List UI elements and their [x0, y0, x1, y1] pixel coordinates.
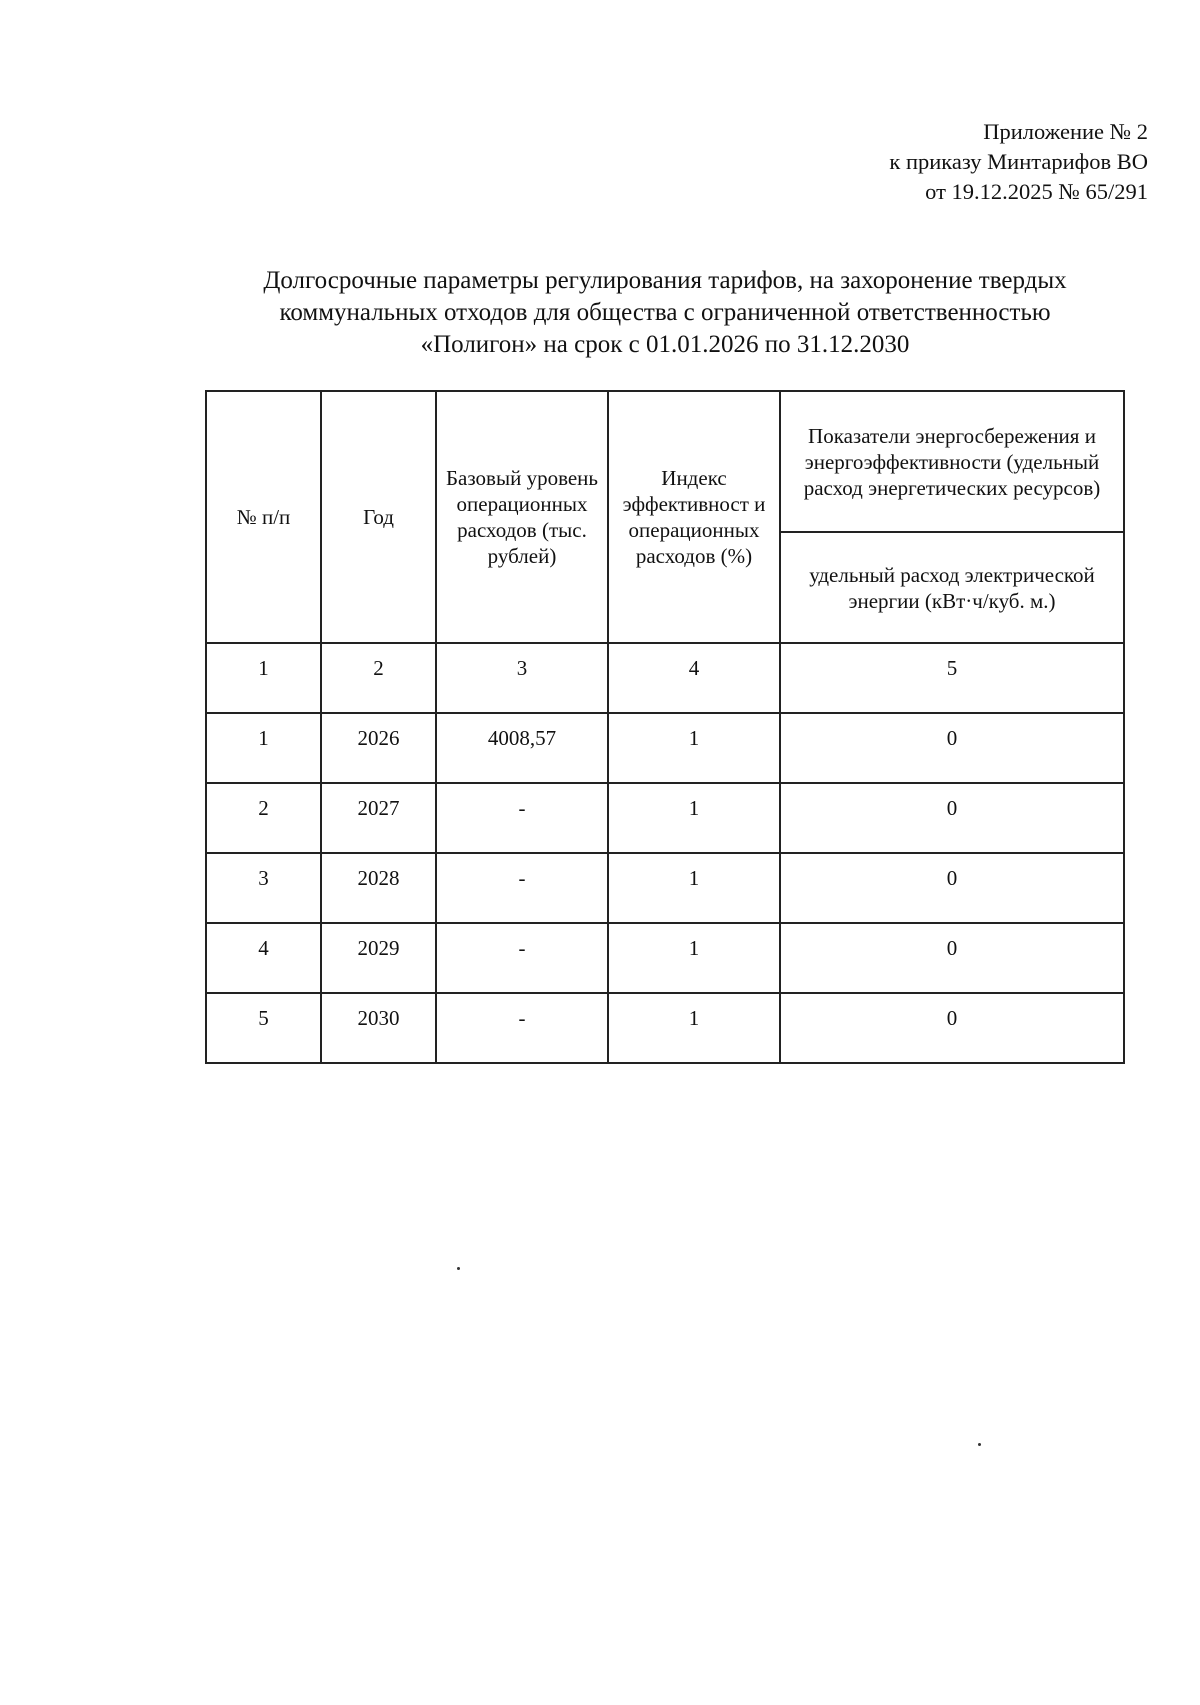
table-row	[206, 853, 1124, 923]
table-row	[206, 783, 1124, 853]
cell-energy: 0	[780, 713, 1124, 783]
column-number: 1	[206, 643, 321, 713]
cell-num: 2	[206, 783, 321, 853]
cell-index: 1	[608, 993, 780, 1063]
table-row	[206, 923, 1124, 993]
title-line-1: Долгосрочные параметры регулирования тарифов, на захоронение твердых	[263, 267, 1067, 294]
table-row	[206, 993, 1124, 1063]
cell-year: 2026	[321, 713, 436, 783]
cell-base-cost: -	[436, 783, 608, 853]
document-title	[170, 265, 1160, 361]
cell-base-cost: -	[436, 993, 608, 1063]
header-num: № п/п	[206, 391, 321, 643]
cell-energy: 0	[780, 783, 1124, 853]
header-base-cost: Базовый уровень операционных расходов (тыс. рублей)	[436, 391, 608, 643]
header-energy-group: Показатели энергосбережения и энергоэффективности (удельный расход энергетических ресурсов)	[780, 391, 1124, 532]
cell-year: 2030	[321, 993, 436, 1063]
cell-year: 2028	[321, 853, 436, 923]
cell-energy: 0	[780, 923, 1124, 993]
column-number: 3	[436, 643, 608, 713]
scan-speck	[457, 1267, 460, 1270]
column-number: 4	[608, 643, 780, 713]
cell-num: 5	[206, 993, 321, 1063]
regulation-parameters-table	[205, 390, 1125, 1064]
cell-year: 2029	[321, 923, 436, 993]
cell-num: 4	[206, 923, 321, 993]
cell-index: 1	[608, 783, 780, 853]
column-number: 5	[780, 643, 1124, 713]
column-numbers-row	[206, 643, 1124, 713]
cell-energy: 0	[780, 993, 1124, 1063]
cell-num: 3	[206, 853, 321, 923]
appendix-line-date: от 19.12.2025 № 65/291	[925, 179, 1148, 204]
cell-base-cost: -	[436, 853, 608, 923]
table-header-row	[206, 391, 1124, 532]
cell-index: 1	[608, 853, 780, 923]
header-efficiency-index: Индекс эффективност и операционных расходов (%)	[608, 391, 780, 643]
table-row	[206, 713, 1124, 783]
appendix-line-number: Приложение № 2	[983, 119, 1148, 144]
appendix-reference	[889, 117, 1148, 207]
title-line-3: «Полигон» на срок с 01.01.2026 по 31.12.2030	[420, 331, 910, 358]
cell-year: 2027	[321, 783, 436, 853]
title-line-2: коммунальных отходов для общества с ограниченной ответственностью	[279, 299, 1051, 326]
column-number: 2	[321, 643, 436, 713]
cell-num: 1	[206, 713, 321, 783]
header-year: Год	[321, 391, 436, 643]
appendix-line-order: к приказу Минтарифов ВО	[889, 149, 1148, 174]
scan-speck	[978, 1443, 981, 1446]
cell-index: 1	[608, 713, 780, 783]
header-energy-sub: удельный расход электрической энергии (кВт·ч/куб. м.)	[780, 532, 1124, 643]
cell-base-cost: -	[436, 923, 608, 993]
cell-energy: 0	[780, 853, 1124, 923]
cell-index: 1	[608, 923, 780, 993]
cell-base-cost: 4008,57	[436, 713, 608, 783]
